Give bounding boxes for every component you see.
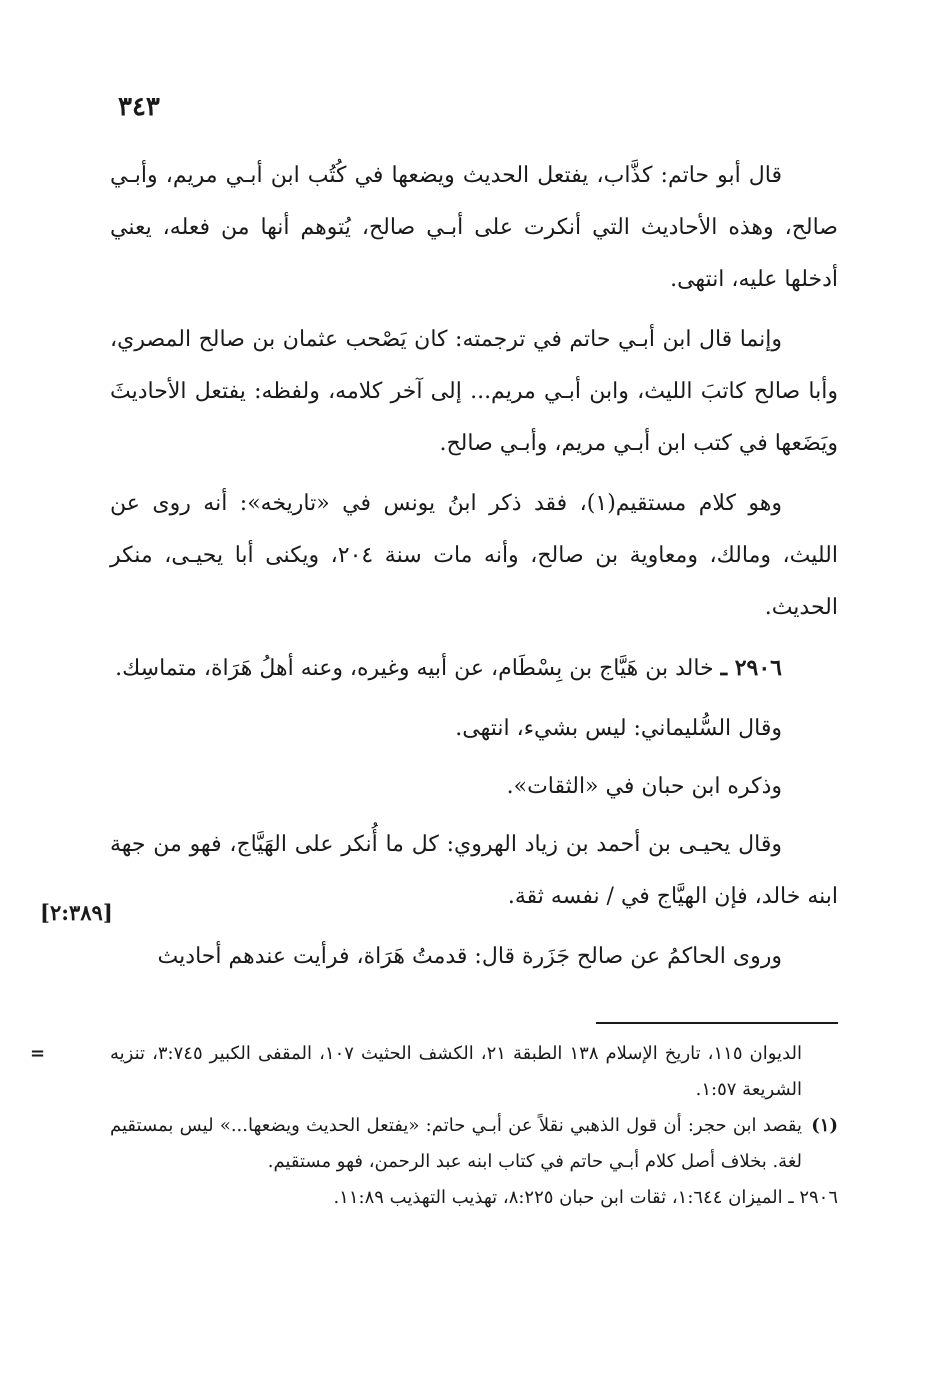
footnote-1	[110, 1108, 838, 1180]
entry-text: خالد بن هَيَّاج بن بِسْطَام، عن أبيه وغيره، وعنه أهلُ هَرَاة، متماسِك.	[115, 656, 714, 681]
main-text	[110, 150, 838, 991]
continuation-marker: =	[30, 1043, 46, 1064]
page-number: ٣٤٣	[118, 92, 160, 122]
footnote-1-text: يقصد ابن حجر: أن قول الذهبي نقلاً عن أبـي حاتم: «يفتعل الحديث ويضعها...» ليس بمستقيم لغة. بخلاف أصل كلام أبـي حاتم في كتاب ابنه عبد الرحمن، فهو مستقيم.	[110, 1115, 802, 1172]
footnote-continued-text: الديوان ١١٥، تاريخ الإسلام ١٣٨ الطبقة ٢١، الكشف الحثيث ١٠٧، المقفى الكبير ٣:٧٤٥، تنزيه الشريعة ١:٥٧.	[110, 1043, 803, 1100]
paragraph-straight-speech: وهو كلام مستقيم(١)، فقد ذكر ابنُ يونس في «تاريخه»: أنه روى عن الليث، ومالك، ومعاوية بن صالح، وأنه مات سنة ٢٠٤، ويكنى أبا يحيـى، منكر الحديث.	[110, 491, 838, 620]
footnote-continued	[30, 1036, 838, 1108]
footnote-entry-2906: ٢٩٠٦ ـ الميزان ١:٦٤٤، ثقات ابن حبان ٨:٢٢٥، تهذيب التهذيب ١١:٨٩.	[333, 1187, 838, 1208]
footnotes	[30, 1036, 838, 1216]
entry-2906	[110, 642, 838, 695]
paragraph-sulaimani: وقال السُّليماني: ليس بشيء، انتهى.	[455, 716, 782, 741]
footnote-separator	[596, 1022, 838, 1024]
paragraph-hakim: وروى الحاكمُ عن صالح جَزَرة قال: قدمتُ هَرَاة، فرأيت عندهم أحاديث	[157, 944, 782, 969]
paragraph-yahya-harawi: وقال يحيـى بن أحمد بن زياد الهروي: كل ما أُنكر على الهَيَّاج، فهو من جهة ابنه خالد، فإن الهيَّاج في / نفسه ثقة.	[110, 832, 838, 909]
entry-number: ٢٩٠٦ ـ	[720, 655, 782, 681]
paragraph-ibn-abi-hatim: وإنما قال ابن أبـي حاتم في ترجمته: كان يَصْحب عثمان بن صالح المصري، وأبا صالح كاتبَ الليث، وابن أبـي مريم... إلى آخر كلامه، ولفظه: يفتعل الأحاديثَ ويَضَعها في كتب ابن أبـي مريم، وأبـي صالح.	[110, 327, 838, 456]
margin-reference: [٢:٣٨٩]	[40, 900, 113, 925]
footnote-1-marker: (١)	[811, 1115, 838, 1136]
paragraph-ibn-hibban: وذكره ابن حبان في «الثقات».	[506, 774, 782, 799]
paragraph-abu-hatim: قال أبو حاتم: كذَّاب، يفتعل الحديث ويضعها في كُتُب ابن أبـي مريم، وأبـي صالح، وهذه الأحاديث التي أنكرت على أبـي صالح، يُتوهم أنها من فعله، يعني أدخلها عليه، انتهى.	[110, 163, 838, 292]
